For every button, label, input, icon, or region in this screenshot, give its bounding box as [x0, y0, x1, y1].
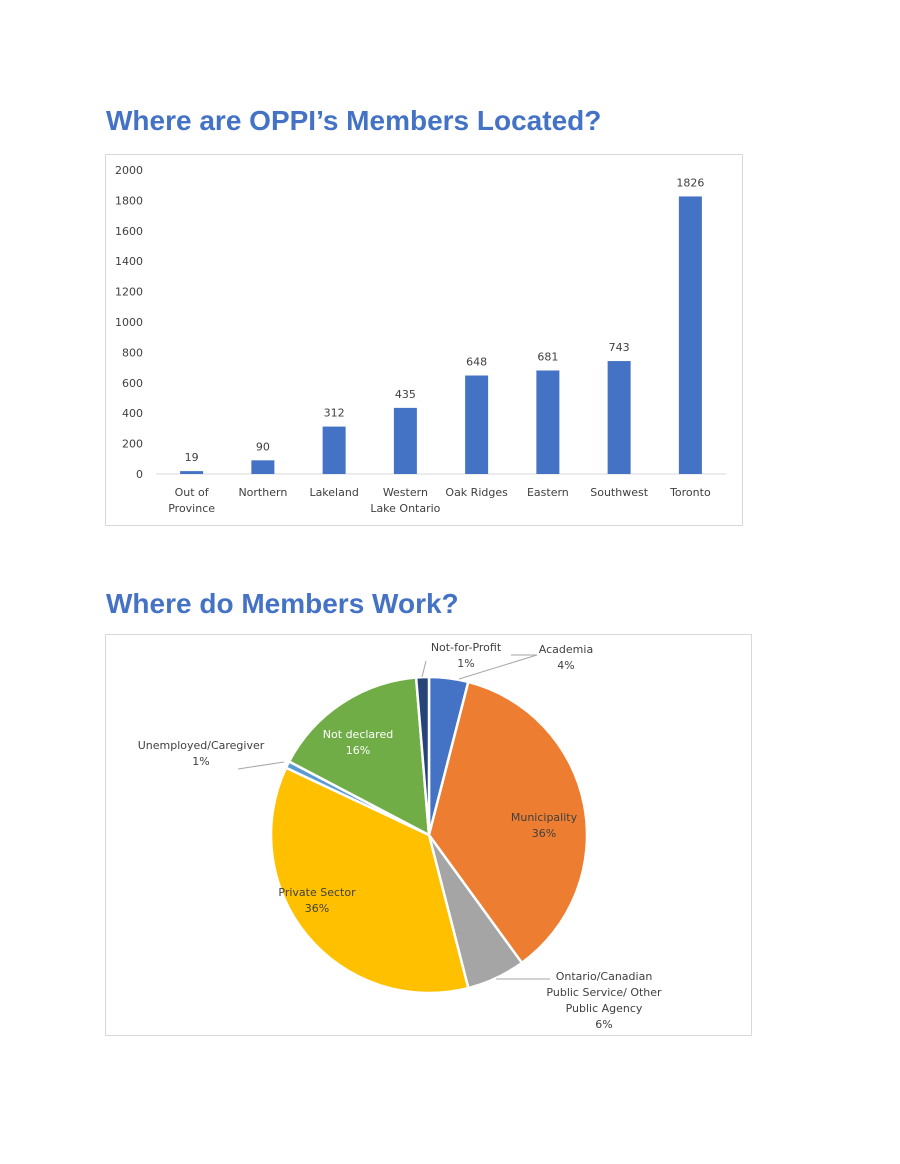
- x-tick-label: Toronto: [670, 486, 711, 499]
- slice-percent-label: 4%: [557, 659, 575, 672]
- y-tick-label: 1400: [115, 255, 143, 269]
- bar-value-label: 19: [184, 451, 199, 465]
- slice-name-label: Public Service/ Other: [546, 986, 662, 999]
- slice-name-label: Academia: [538, 643, 594, 656]
- slice-name-label: Not-for-Profit: [430, 641, 502, 654]
- bar: [180, 471, 203, 474]
- bar-chart-svg: [106, 155, 742, 525]
- y-tick-label: 1600: [115, 224, 143, 238]
- y-tick-label: 0: [136, 468, 143, 481]
- slice-name-label: Public Agency: [565, 1002, 643, 1015]
- x-tick-label: Province: [168, 502, 216, 515]
- y-tick-label: 400: [122, 407, 143, 421]
- bar-value-label: 90: [255, 440, 270, 454]
- slice-percent-label: 16%: [345, 744, 371, 757]
- slice-name-label: Unemployed/Caregiver: [137, 739, 265, 752]
- bar: [679, 196, 702, 474]
- x-tick-label: Oak Ridges: [445, 486, 508, 499]
- y-tick-label: 600: [122, 376, 143, 390]
- bar: [251, 460, 274, 474]
- bar: [323, 427, 346, 474]
- pie-chart-svg: [106, 635, 751, 1035]
- x-tick-label: Southwest: [590, 486, 649, 499]
- bar: [465, 376, 488, 474]
- leader-line: [238, 762, 284, 769]
- slice-name-label: Not declared: [322, 728, 394, 741]
- y-tick-label: 1200: [115, 285, 143, 299]
- y-tick-label: 1800: [115, 194, 143, 208]
- x-tick-label: Northern: [238, 486, 288, 499]
- work-pie-chart: [105, 634, 752, 1036]
- y-tick-label: 200: [122, 437, 143, 451]
- x-tick-label: Out of: [174, 486, 209, 499]
- locations-bar-chart: [105, 154, 743, 526]
- bar: [536, 370, 559, 474]
- bar-value-label: 1826: [676, 176, 705, 190]
- x-tick-label: Lakeland: [309, 486, 359, 499]
- leader-line: [422, 661, 426, 677]
- locations-heading: Where are OPPI’s Members Located?: [106, 105, 602, 136]
- slice-percent-label: 6%: [595, 1018, 613, 1031]
- slice-percent-label: 1%: [192, 755, 210, 768]
- slice-name-label: Private Sector: [278, 886, 356, 899]
- slice-percent-label: 1%: [457, 657, 475, 670]
- y-tick-label: 1000: [115, 316, 143, 329]
- slice-name-label: Municipality: [510, 811, 578, 824]
- slice-percent-label: 36%: [304, 902, 330, 915]
- slice-percent-label: 36%: [531, 827, 557, 840]
- work-heading: Where do Members Work?: [106, 588, 459, 619]
- x-tick-label: Eastern: [526, 486, 569, 499]
- bar-value-label: 312: [323, 406, 345, 420]
- bar-value-label: 743: [608, 341, 630, 355]
- bar-value-label: 648: [466, 355, 488, 369]
- x-tick-label: Western: [382, 486, 428, 499]
- y-tick-label: 2000: [115, 164, 143, 177]
- bar-value-label: 435: [394, 387, 416, 401]
- slice-name-label: Ontario/Canadian: [555, 970, 653, 983]
- bar: [608, 361, 631, 474]
- y-tick-label: 800: [122, 346, 143, 360]
- bar-value-label: 681: [537, 350, 559, 364]
- bar: [394, 408, 417, 474]
- x-tick-label: Lake Ontario: [370, 502, 441, 515]
